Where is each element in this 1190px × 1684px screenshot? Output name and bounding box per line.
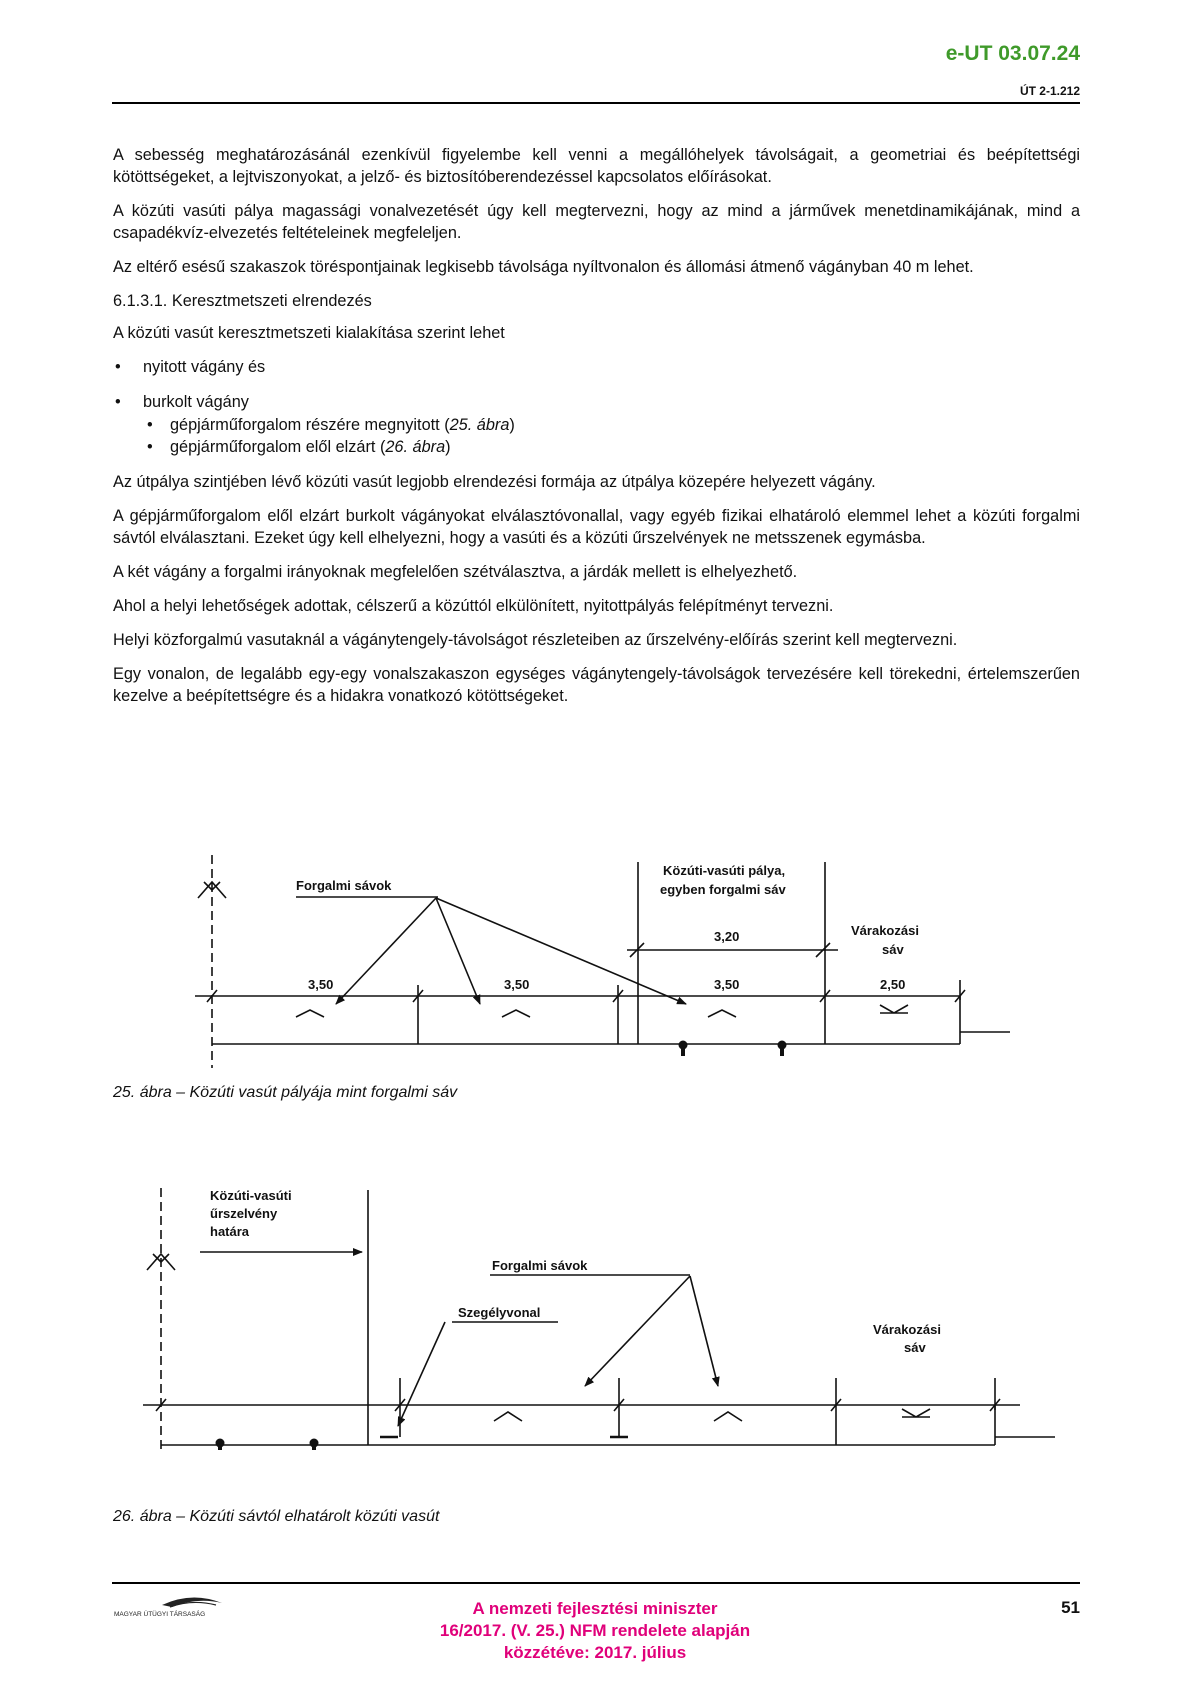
figure-reference: 25. ábra [449, 416, 510, 434]
rail-icon [218, 1446, 222, 1450]
figure-26-diagram [0, 1180, 1190, 1450]
rail-icon [312, 1446, 316, 1450]
paragraph: Az eltérő esésű szakaszok töréspontjainak legkisebb távolsága nyíltvonalon és állomási átmenő vágányban 40 m lehet. [113, 258, 974, 276]
tram-track-label: Közúti-vasúti pálya, [663, 863, 786, 878]
figure-caption: 25. ábra – Közúti vasút pályája mint forgalmi sáv [113, 1084, 458, 1101]
parking-symbol-icon [880, 1005, 908, 1013]
rail-icon [681, 1048, 685, 1056]
paragraph: Ahol a helyi lehetőségek adottak, célszerű a közúttól elkülönített, nyitottpályás felépítményt tervezni. [113, 597, 834, 615]
paragraph: A közúti vasút keresztmetszeti kialakítása szerint lehet [113, 324, 505, 342]
paragraph: A közúti vasúti pálya magassági vonalvezetését úgy kell megtervezni, hogy az mind a járművek menetdinamikájának, mind a csapadékvíz-elvezetés feltételeinek megfeleljen. [113, 202, 1080, 242]
svg-text:MAGYAR ÚTÜGYI TÁRSASÁG: MAGYAR ÚTÜGYI TÁRSASÁG [114, 1611, 206, 1618]
lane-direction-icon [502, 1010, 530, 1017]
parking-label: Várakozási [873, 1322, 941, 1337]
lane-direction-icon [714, 1412, 742, 1421]
footer-divider [112, 1582, 1080, 1584]
list-item-text: gépjárműforgalom elől elzárt ( [170, 438, 386, 456]
parking-label: sáv [904, 1340, 926, 1355]
footer-line: A nemzeti fejlesztési miniszter [472, 1599, 718, 1618]
list-item-text: ) [445, 438, 451, 456]
lanes-label: Forgalmi sávok [296, 878, 392, 893]
figure-caption: 26. ábra – Közúti sávtól elhatárolt közúti vasút [113, 1508, 440, 1525]
header-divider [112, 102, 1080, 104]
sub-bullet-list [143, 414, 1080, 458]
dimension-label: 3,50 [308, 977, 334, 992]
paragraph: A két vágány a forgalmi irányoknak megfelelően szétválasztva, a járdák mellett is elhelyezhető. [113, 563, 798, 581]
paragraph: A gépjárműforgalom elől elzárt burkolt vágányokat elválasztóvonallal, vagy egyéb fizikai elhatároló elemmel lehet a közúti forgalmi sávtól elválasztani. Ezeket úgy kell elhelyezni, hogy a vasúti és a közúti űrszelvények ne metsszenek egymásba. [113, 507, 1080, 547]
list-item-text: ) [509, 416, 515, 434]
parking-label: Várakozási [851, 923, 919, 938]
paragraph: A sebesség meghatározásánál ezenkívül figyelembe kell venni a megállóhelyek távolságait, a geometriai és beépítettségi kötöttségeket, a lejtviszonyokat, a jelző- és biztosítóberendezéssel kapcsolatos előírásokat. [113, 146, 1080, 186]
list-item [143, 414, 1080, 436]
lane-direction-icon [296, 1010, 324, 1017]
paragraph: Egy vonalon, de legalább egy-egy vonalszakaszon egységes vágánytengely-távolságok tervezésére kell törekedni, értelemszerűen kezelve a beépítettségre és a hidakra vonatkozó kötöttségeket. [113, 665, 1080, 705]
figure-reference: 26. ábra [385, 438, 446, 456]
parking-label: sáv [882, 942, 904, 957]
dimension-label: 2,50 [880, 977, 906, 992]
society-logo [112, 1593, 262, 1619]
list-item-text: burkolt vágány [143, 393, 249, 411]
rail-icon [780, 1048, 784, 1056]
clearance-limit-label: Közúti-vasúti [210, 1188, 292, 1203]
lanes-label: Forgalmi sávok [492, 1258, 588, 1273]
tram-track-label: egyben forgalmi sáv [660, 882, 786, 897]
bullet-list [113, 356, 1080, 458]
paragraph: Az útpálya szintjében lévő közúti vasút legjobb elrendezési formája az útpálya közepére helyezett vágány. [113, 473, 876, 491]
paragraph: Helyi közforgalmú vasutaknál a vágánytengely-távolságot részleteiben az űrszelvény-előírás szerint kell megtervezni. [113, 631, 958, 649]
kerb-line-label: Szegélyvonal [458, 1305, 541, 1320]
dimension-label: 3,20 [714, 929, 740, 944]
page-number: 51 [1061, 1598, 1080, 1617]
footer-line: közzétéve: 2017. július [503, 1643, 687, 1662]
body-text [113, 144, 1080, 719]
footer-line: 16/2017. (V. 25.) NFM rendelete alapján [439, 1621, 751, 1640]
list-item [113, 356, 1080, 378]
dimension-label: 3,50 [714, 977, 740, 992]
axis-symbol-icon [147, 1254, 175, 1270]
list-item-text: gépjárműforgalom részére megnyitott ( [170, 416, 450, 434]
parking-symbol-icon [902, 1409, 930, 1417]
lane-direction-icon [708, 1010, 736, 1017]
section-heading: 6.1.3.1. Keresztmetszeti elrendezés [113, 292, 372, 310]
rail-symbols [679, 1041, 787, 1057]
clearance-limit-label: határa [210, 1224, 250, 1239]
lane-direction-icon [494, 1412, 522, 1421]
document-subcode: ÚT 2-1.212 [1019, 84, 1080, 98]
list-item [113, 391, 1080, 458]
figure-25-diagram [0, 850, 1190, 1080]
document-code: e-UT 03.07.24 [945, 42, 1080, 65]
footer-publication-note [375, 1598, 815, 1664]
clearance-limit-label: űrszelvény [210, 1206, 278, 1221]
list-item-text: nyitott vágány és [143, 358, 266, 376]
list-item [143, 436, 1080, 458]
dimension-label: 3,50 [504, 977, 530, 992]
